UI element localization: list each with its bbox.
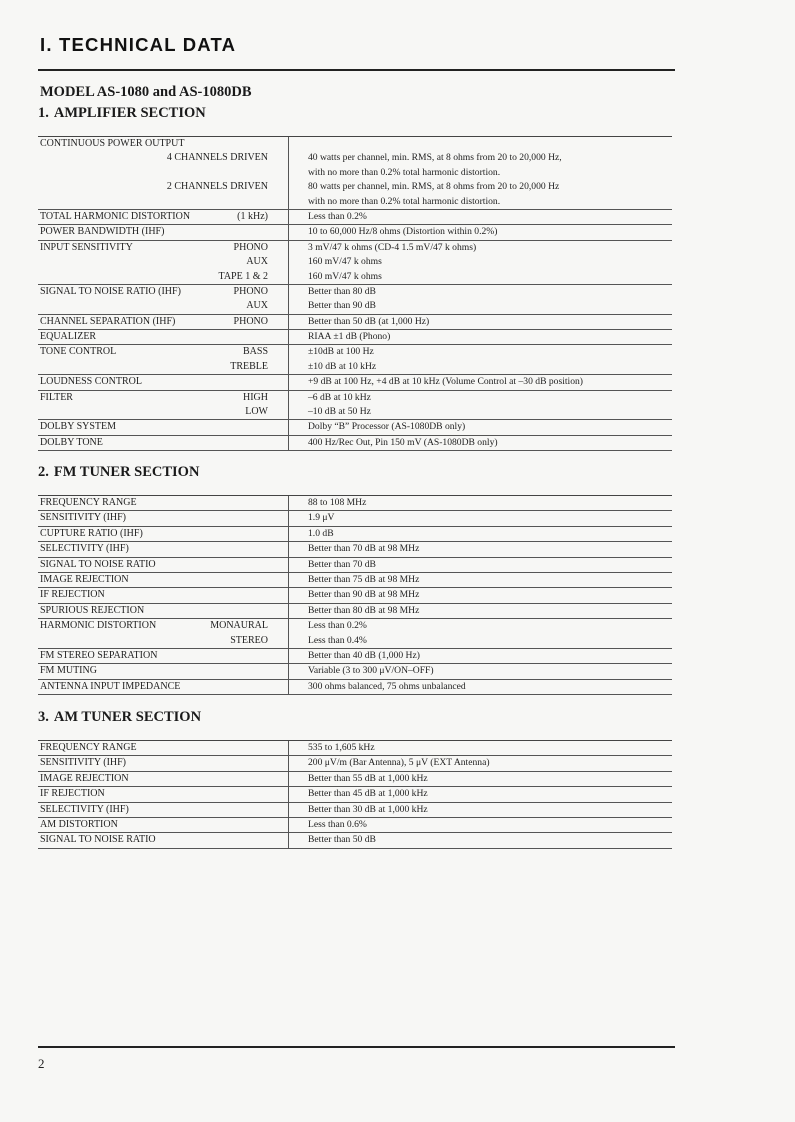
spec-label: LOUDNESS CONTROL bbox=[40, 376, 142, 388]
spec-label: DOLBY TONE bbox=[40, 436, 103, 448]
spec-row bbox=[38, 330, 672, 345]
spec-row bbox=[38, 299, 672, 314]
spec-value: 160 mV/47 k ohms bbox=[308, 270, 382, 282]
spec-row bbox=[38, 833, 672, 848]
amplifier-spec-table bbox=[38, 136, 672, 451]
spec-value: 200 μV/m (Bar Antenna), 5 μV (EXT Antenna) bbox=[308, 757, 490, 769]
section-title-text: FM TUNER SECTION bbox=[53, 464, 200, 480]
spec-row bbox=[38, 375, 672, 390]
column-divider bbox=[288, 680, 289, 694]
spec-label: INPUT SENSITIVITY bbox=[40, 241, 133, 253]
spec-value: 80 watts per channel, min. RMS, at 8 ohms from 20 to 20,000 Hz bbox=[308, 181, 560, 193]
section-number: 3. bbox=[38, 709, 49, 725]
spec-value: –10 dB at 50 Hz bbox=[308, 406, 371, 418]
column-divider bbox=[288, 634, 289, 648]
spec-label: TOTAL HARMONIC DISTORTION bbox=[40, 210, 191, 222]
spec-value: Better than 90 dB bbox=[308, 300, 376, 312]
spec-condition: AUX bbox=[246, 300, 268, 312]
column-divider bbox=[288, 542, 289, 556]
spec-value: with no more than 0.2% total harmonic distortion. bbox=[308, 166, 501, 178]
spec-label: IMAGE REJECTION bbox=[40, 772, 129, 784]
spec-row bbox=[38, 787, 672, 802]
spec-row bbox=[38, 558, 672, 573]
spec-label: CUPTURE RATIO (IHF) bbox=[40, 527, 143, 539]
column-divider bbox=[288, 741, 289, 755]
amplifier-section-title bbox=[38, 105, 206, 122]
page-number: 2 bbox=[38, 1056, 45, 1071]
spec-condition: HIGH bbox=[243, 391, 268, 403]
column-divider bbox=[288, 588, 289, 602]
column-divider bbox=[288, 255, 289, 269]
column-divider bbox=[288, 375, 289, 389]
spec-row bbox=[38, 756, 672, 771]
column-divider bbox=[288, 619, 289, 633]
spec-row bbox=[38, 180, 672, 194]
spec-row bbox=[38, 741, 672, 756]
spec-value: Less than 0.2% bbox=[308, 620, 367, 632]
spec-value: Better than 80 dB at 98 MHz bbox=[308, 604, 420, 616]
column-divider bbox=[288, 604, 289, 618]
spec-row bbox=[38, 542, 672, 557]
column-divider bbox=[288, 527, 289, 541]
spec-row bbox=[38, 634, 672, 649]
column-divider bbox=[288, 420, 289, 434]
spec-condition: 2 CHANNELS DRIVEN bbox=[166, 181, 268, 193]
spec-label: HARMONIC DISTORTION bbox=[40, 620, 157, 632]
column-divider bbox=[288, 391, 289, 405]
spec-row bbox=[38, 803, 672, 818]
spec-condition: STEREO bbox=[230, 634, 268, 646]
spec-condition: PHONO bbox=[233, 285, 268, 297]
spec-row bbox=[38, 225, 672, 240]
spec-value: Dolby “B” Processor (AS-1080DB only) bbox=[308, 421, 466, 433]
spec-row bbox=[38, 210, 672, 225]
column-divider bbox=[288, 664, 289, 678]
column-divider bbox=[288, 345, 289, 359]
spec-value: Less than 0.6% bbox=[308, 818, 367, 830]
spec-value: RIAA ±1 dB (Phono) bbox=[308, 331, 391, 343]
spec-label: CONTINUOUS POWER OUTPUT bbox=[40, 138, 185, 149]
fm-spec-table bbox=[38, 495, 672, 695]
column-divider bbox=[288, 180, 289, 194]
spec-label: IF REJECTION bbox=[40, 788, 105, 800]
spec-row bbox=[38, 436, 672, 451]
spec-value: 400 Hz/Rec Out, Pin 150 mV (AS-1080DB only) bbox=[308, 436, 498, 448]
column-divider bbox=[288, 436, 289, 450]
am-section-title bbox=[38, 709, 201, 726]
column-divider bbox=[288, 360, 289, 374]
spec-row bbox=[38, 166, 672, 180]
column-divider bbox=[288, 137, 289, 151]
spec-label: FREQUENCY RANGE bbox=[40, 742, 137, 753]
spec-value: with no more than 0.2% total harmonic distortion. bbox=[308, 195, 501, 207]
spec-row bbox=[38, 315, 672, 330]
spec-value: Better than 50 dB (at 1,000 Hz) bbox=[308, 315, 430, 327]
spec-value: +9 dB at 100 Hz, +4 dB at 10 kHz (Volume Control at –30 dB position) bbox=[308, 376, 583, 388]
spec-label: FM MUTING bbox=[40, 665, 97, 677]
spec-value: Better than 90 dB at 98 MHz bbox=[308, 589, 420, 601]
column-divider bbox=[288, 649, 289, 663]
spec-condition: LOW bbox=[245, 406, 268, 418]
column-divider bbox=[288, 225, 289, 239]
column-divider bbox=[288, 330, 289, 344]
spec-label: SELECTIVITY (IHF) bbox=[40, 543, 129, 555]
spec-condition: PHONO bbox=[233, 315, 268, 327]
page-title: I. TECHNICAL DATA bbox=[40, 34, 237, 55]
column-divider bbox=[288, 195, 289, 209]
spec-condition: TAPE 1 & 2 bbox=[218, 270, 268, 282]
spec-value: 535 to 1,605 kHz bbox=[308, 742, 375, 753]
spec-row bbox=[38, 772, 672, 787]
spec-condition: 4 CHANNELS DRIVEN bbox=[166, 152, 268, 164]
spec-condition: PHONO bbox=[233, 241, 268, 253]
spec-label: IF REJECTION bbox=[40, 589, 105, 601]
spec-row bbox=[38, 664, 672, 679]
column-divider bbox=[288, 833, 289, 847]
column-divider bbox=[288, 496, 289, 510]
column-divider bbox=[288, 558, 289, 572]
spec-value: Better than 30 dB at 1,000 kHz bbox=[308, 803, 428, 815]
column-divider bbox=[288, 299, 289, 313]
spec-label: POWER BANDWIDTH (IHF) bbox=[40, 226, 165, 238]
spec-value: Better than 80 dB bbox=[308, 285, 376, 297]
spec-label: TONE CONTROL bbox=[40, 346, 117, 358]
am-spec-table bbox=[38, 740, 672, 849]
spec-label: SIGNAL TO NOISE RATIO bbox=[40, 558, 156, 570]
spec-row bbox=[38, 270, 672, 285]
bottom-rule bbox=[38, 1046, 675, 1048]
spec-value: Better than 50 dB bbox=[308, 834, 376, 846]
column-divider bbox=[288, 787, 289, 801]
spec-row bbox=[38, 420, 672, 435]
section-title-text: AMPLIFIER SECTION bbox=[53, 105, 206, 121]
spec-row bbox=[38, 604, 672, 619]
spec-value: Better than 75 dB at 98 MHz bbox=[308, 573, 420, 585]
spec-row bbox=[38, 195, 672, 210]
spec-row bbox=[38, 241, 672, 255]
spec-value: ±10dB at 100 Hz bbox=[308, 346, 374, 358]
spec-value: 10 to 60,000 Hz/8 ohms (Distortion within 0.2%) bbox=[308, 226, 498, 238]
spec-row bbox=[38, 285, 672, 299]
spec-value: –6 dB at 10 kHz bbox=[308, 391, 371, 403]
spec-value: 1.0 dB bbox=[308, 527, 334, 539]
section-number: 1. bbox=[38, 105, 49, 121]
spec-condition: TREBLE bbox=[230, 360, 268, 372]
spec-row bbox=[38, 137, 672, 151]
spec-row bbox=[38, 511, 672, 526]
column-divider bbox=[288, 511, 289, 525]
spec-label: AM DISTORTION bbox=[40, 818, 118, 830]
section-number: 2. bbox=[38, 464, 49, 480]
spec-row bbox=[38, 573, 672, 588]
spec-row bbox=[38, 680, 672, 695]
spec-value: 1.9 μV bbox=[308, 512, 335, 524]
spec-label: SENSITIVITY (IHF) bbox=[40, 512, 127, 524]
spec-label: SIGNAL TO NOISE RATIO bbox=[40, 834, 156, 846]
top-rule bbox=[38, 69, 675, 71]
column-divider bbox=[288, 166, 289, 180]
spec-value: 300 ohms balanced, 75 ohms unbalanced bbox=[308, 680, 466, 692]
spec-label: EQUALIZER bbox=[40, 331, 97, 343]
spec-value: Better than 70 dB at 98 MHz bbox=[308, 543, 420, 555]
column-divider bbox=[288, 210, 289, 224]
spec-row bbox=[38, 619, 672, 633]
spec-row bbox=[38, 345, 672, 359]
spec-row bbox=[38, 527, 672, 542]
spec-label: FREQUENCY RANGE bbox=[40, 497, 137, 508]
column-divider bbox=[288, 772, 289, 786]
spec-label: SENSITIVITY (IHF) bbox=[40, 757, 127, 769]
spec-row bbox=[38, 391, 672, 405]
column-divider bbox=[288, 270, 289, 284]
spec-value: Less than 0.2% bbox=[308, 210, 367, 222]
spec-row bbox=[38, 818, 672, 833]
model-title: MODEL AS-1080 and AS-1080DB bbox=[40, 84, 252, 100]
fm-section-title bbox=[38, 464, 199, 481]
spec-value: Better than 55 dB at 1,000 kHz bbox=[308, 772, 428, 784]
spec-condition: (1 kHz) bbox=[237, 210, 268, 222]
column-divider bbox=[288, 756, 289, 770]
spec-label: DOLBY SYSTEM bbox=[40, 421, 117, 433]
spec-row bbox=[38, 255, 672, 269]
spec-label: IMAGE REJECTION bbox=[40, 573, 129, 585]
spec-value: Less than 0.4% bbox=[308, 634, 367, 646]
spec-row bbox=[38, 496, 672, 511]
spec-value: 88 to 108 MHz bbox=[308, 497, 367, 508]
column-divider bbox=[288, 315, 289, 329]
spec-condition: AUX bbox=[246, 256, 268, 268]
spec-value: 160 mV/47 k ohms bbox=[308, 256, 382, 268]
spec-row bbox=[38, 588, 672, 603]
spec-condition: MONAURAL bbox=[210, 620, 268, 632]
spec-label: SPURIOUS REJECTION bbox=[40, 604, 145, 616]
spec-value: ±10 dB at 10 kHz bbox=[308, 360, 377, 372]
spec-row bbox=[38, 360, 672, 375]
spec-label: FILTER bbox=[40, 391, 73, 403]
column-divider bbox=[288, 573, 289, 587]
column-divider bbox=[288, 241, 289, 255]
spec-label: CHANNEL SEPARATION (IHF) bbox=[40, 315, 176, 327]
spec-value: Better than 70 dB bbox=[308, 558, 376, 570]
column-divider bbox=[288, 405, 289, 419]
spec-row bbox=[38, 151, 672, 165]
spec-label: FM STEREO SEPARATION bbox=[40, 649, 158, 661]
spec-label: SIGNAL TO NOISE RATIO (IHF) bbox=[40, 285, 181, 297]
spec-label: ANTENNA INPUT IMPEDANCE bbox=[40, 680, 181, 692]
column-divider bbox=[288, 803, 289, 817]
spec-condition: BASS bbox=[242, 346, 268, 358]
spec-row bbox=[38, 405, 672, 420]
column-divider bbox=[288, 285, 289, 299]
spec-value: 3 mV/47 k ohms (CD-4 1.5 mV/47 k ohms) bbox=[308, 241, 477, 253]
spec-value: Variable (3 to 300 μV/ON–OFF) bbox=[308, 665, 434, 677]
section-title-text: AM TUNER SECTION bbox=[53, 709, 202, 725]
column-divider bbox=[288, 818, 289, 832]
spec-value: Better than 40 dB (1,000 Hz) bbox=[308, 649, 420, 661]
spec-value: Better than 45 dB at 1,000 kHz bbox=[308, 788, 428, 800]
spec-row bbox=[38, 649, 672, 664]
column-divider bbox=[288, 151, 289, 165]
spec-value: 40 watts per channel, min. RMS, at 8 ohms from 20 to 20,000 Hz, bbox=[308, 152, 562, 164]
spec-label: SELECTIVITY (IHF) bbox=[40, 803, 129, 815]
